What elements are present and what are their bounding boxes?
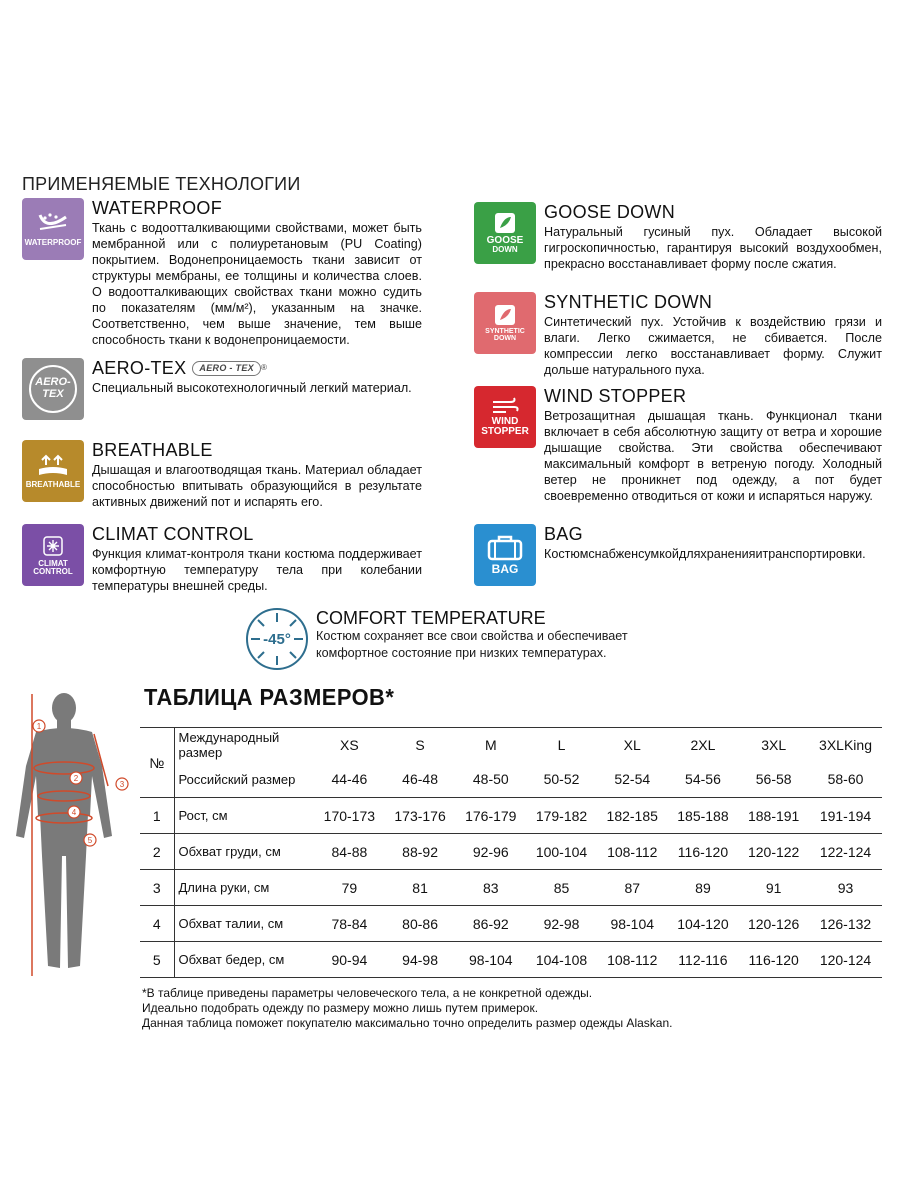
feather-icon (494, 212, 516, 234)
size-cell: 94-98 (385, 942, 456, 978)
size-cell: 179-182 (526, 798, 597, 834)
size-cell: 79 (314, 870, 385, 906)
row-label: Обхват бедер, см (174, 942, 314, 978)
figure-marker: 4 (71, 808, 77, 817)
tech-aerotex (22, 358, 422, 420)
size-cell: 52-54 (597, 762, 668, 798)
size-cell: 91 (738, 870, 809, 906)
size-cell: 112-116 (668, 942, 739, 978)
badge-line2: TEX (42, 388, 64, 400)
size-cell: 81 (385, 870, 456, 906)
tech-desc: Функция климат-контроля ткани костюма поддерживает комфортную температуру тела при колебании температуры внешней среды. (92, 547, 422, 593)
size-cell: 116-120 (738, 942, 809, 978)
tech-name: WATERPROOF (92, 198, 222, 218)
size-cell: 120-126 (738, 906, 809, 942)
aerotex-logo: AERO - TEX (192, 361, 261, 376)
figure-marker: 5 (87, 836, 93, 845)
size-cell: 86-92 (455, 906, 526, 942)
tech-goose-down (474, 202, 882, 272)
tech-name: CLIMAT CONTROL (92, 524, 254, 544)
footnote-line: Данная таблица поможет покупателю максимально точно определить размер одежды Alaskan. (142, 1016, 673, 1030)
row-number: 3 (140, 870, 174, 906)
badge-label: BREATHABLE (25, 479, 81, 489)
tech-name: WIND STOPPER (544, 386, 687, 406)
row-number: 4 (140, 906, 174, 942)
figure-marker: 2 (73, 774, 79, 783)
size-cell: 104-108 (526, 942, 597, 978)
tech-comfort-temperature (246, 608, 696, 670)
table-row (140, 834, 882, 870)
size-cell: 93 (809, 870, 882, 906)
size-cell: 108-112 (597, 834, 668, 870)
tech-desc: Ветрозащитная дышащая ткань. Функционал ткани включает в себя абсолютную защиту от ветра и хорошие дышащие свойства. Эти свойства обеспечивают максимальный комфорт в ветреную погоду. Холодный ветер не проникнет под одежду, а пот будет своевременно отводиться от кожи и испаряться наружу. (544, 409, 882, 503)
badge-line1: SYNTHETIC (485, 327, 525, 335)
badge-line2: CONTROL (33, 567, 73, 576)
footnote-line: Идеально подобрать одежду по размеру можно лишь путем примерок. (142, 1001, 539, 1015)
footnote-line: *В таблице приведены параметры человеческого тела, а не конкретной одежды. (142, 986, 593, 1000)
row-label: Обхват талии, см (174, 906, 314, 942)
size-cell: 87 (597, 870, 668, 906)
temperature-value: -45° (263, 630, 291, 648)
size-cell: 56-58 (738, 762, 809, 798)
size-table-title: ТАБЛИЦА РАЗМЕРОВ* (144, 684, 395, 710)
row-number: 1 (140, 798, 174, 834)
waterproof-icon (36, 211, 70, 237)
row-label: Обхват груди, см (174, 834, 314, 870)
table-row (140, 870, 882, 906)
bag-badge-icon (474, 524, 536, 586)
size-cell: 83 (455, 870, 526, 906)
tech-name: BAG (544, 524, 583, 544)
climat-badge-icon (22, 524, 84, 586)
size-cell: 46-48 (385, 762, 456, 798)
size-cell: 48-50 (455, 762, 526, 798)
size-cell: 126-132 (809, 906, 882, 942)
synthetic-badge-icon (474, 292, 536, 354)
size-cell: 90-94 (314, 942, 385, 978)
size-cell: 98-104 (597, 906, 668, 942)
badge-label: BAG (491, 561, 519, 576)
waterproof-badge-icon (22, 198, 84, 260)
tech-desc: Натуральный гусиный пух. Обладает высокой гигроскопичностью, гарантируя высокий воздухообмен, прекрасно восстанавливает форму после сжатия. (544, 225, 882, 271)
tech-desc: Синтетический пух. Устойчив к воздействию грязи и влаги. Легко сжимается, не сбивается. После компрессии легко восстанавливает форму. Служит дольше натурального пуха. (544, 315, 882, 377)
size-cell: 120-122 (738, 834, 809, 870)
snowflake-sun-icon (41, 534, 65, 558)
tech-desc: Костюмснабженсумкойдляхраненияитранспортировки. (544, 547, 866, 561)
feather-icon (494, 304, 516, 326)
tech-bag (474, 524, 882, 586)
badge-line2: DOWN (492, 245, 518, 255)
size-cell: 78-84 (314, 906, 385, 942)
size-cell: 182-185 (597, 798, 668, 834)
registered-mark: ® (260, 363, 268, 372)
badge-line1: AERO- (35, 376, 71, 389)
goose-badge-icon (474, 202, 536, 264)
breathable-badge-icon (22, 440, 84, 502)
size-cell: L (526, 728, 597, 762)
size-cell: 108-112 (597, 942, 668, 978)
badge-line1: CLIMAT (38, 558, 68, 568)
human-silhouette-icon (4, 686, 144, 986)
body-measurement-figure (4, 686, 144, 986)
row-label: Российский размер (174, 762, 314, 798)
size-cell: 3XL (738, 728, 809, 762)
section-title: ПРИМЕНЯЕМЫЕ ТЕХНОЛОГИИ (22, 174, 301, 194)
bag-icon (485, 535, 525, 561)
figure-marker: 1 (36, 722, 42, 731)
tech-desc: Костюм сохраняет все свои свойства и обеспечивает комфортное состояние при низких температурах. (316, 629, 628, 660)
row-label: Рост, см (174, 798, 314, 834)
tech-waterproof (22, 198, 422, 348)
size-cell: 89 (668, 870, 739, 906)
tech-name: SYNTHETIC DOWN (544, 292, 713, 312)
tech-desc: Ткань с водоотталкивающими свойствами, может быть мембранной или с полиуретановым (PU Coating) покрытием. Водонепроницаемость ткани зависит от структуры мембраны, ее толщины и количества слоев. О водоотталкивающих свойствах ткани можно судить по показателям (мм/м²), указанным на значке. Соответственно, чем выше значение, тем выше способность ткани к водонепроницаемости. (92, 221, 422, 347)
badge-line2: STOPPER (481, 426, 529, 437)
badge-label: WATERPROOF (24, 237, 82, 247)
snowflake-icon (246, 608, 308, 670)
tech-breathable (22, 440, 422, 510)
size-cell: M (455, 728, 526, 762)
size-cell: 92-96 (455, 834, 526, 870)
size-cell: XS (314, 728, 385, 762)
tech-synthetic-down (474, 292, 882, 378)
table-row (140, 906, 882, 942)
row-number: 2 (140, 834, 174, 870)
size-cell: 120-124 (809, 942, 882, 978)
size-cell: 80-86 (385, 906, 456, 942)
size-cell: 50-52 (526, 762, 597, 798)
size-cell: 176-179 (455, 798, 526, 834)
aerotex-badge-icon (22, 358, 84, 420)
tech-desc: Специальный высокотехнологичный легкий материал. (92, 381, 412, 395)
size-cell: 98-104 (455, 942, 526, 978)
tech-name: BREATHABLE (92, 440, 213, 460)
tech-climat-control (22, 524, 422, 594)
wind-badge-icon (474, 386, 536, 448)
tech-wind-stopper (474, 386, 882, 504)
num-header: № (140, 728, 174, 798)
tech-desc: Дышащая и влагоотводящая ткань. Материал обладает способностью впитывать образующийся в результате активных движений пот и испарять его. (92, 463, 422, 509)
size-cell: S (385, 728, 456, 762)
table-row (140, 942, 882, 978)
size-cell: 188-191 (738, 798, 809, 834)
badge-line1: WIND (491, 415, 519, 427)
size-cell: XL (597, 728, 668, 762)
row-label: Длина руки, см (174, 870, 314, 906)
breathable-icon (36, 453, 70, 479)
footnote (142, 986, 672, 1031)
size-cell: 54-56 (668, 762, 739, 798)
size-cell: 185-188 (668, 798, 739, 834)
size-cell: 85 (526, 870, 597, 906)
row-label: Международный размер (174, 728, 314, 762)
size-cell: 104-120 (668, 906, 739, 942)
size-cell: 88-92 (385, 834, 456, 870)
table-row-ru (140, 762, 882, 798)
wind-icon (490, 397, 520, 415)
size-table (140, 727, 882, 978)
size-cell: 58-60 (809, 762, 882, 798)
badge-line2: DOWN (493, 335, 517, 342)
tech-name: AERO-TEX (92, 358, 187, 378)
table-row (140, 798, 882, 834)
tech-name: GOOSE DOWN (544, 202, 676, 222)
size-cell: 92-98 (526, 906, 597, 942)
size-cell: 170-173 (314, 798, 385, 834)
size-cell: 44-46 (314, 762, 385, 798)
size-cell: 116-120 (668, 834, 739, 870)
badge-line1: GOOSE (486, 234, 524, 246)
figure-marker: 3 (119, 780, 125, 789)
row-number: 5 (140, 942, 174, 978)
size-cell: 2XL (668, 728, 739, 762)
snowflake-ring-icon (248, 610, 306, 668)
table-row-intl (140, 728, 882, 762)
tech-name: COMFORT TEMPERATURE (316, 608, 546, 628)
size-cell: 100-104 (526, 834, 597, 870)
size-cell: 3XLKing (809, 728, 882, 762)
size-cell: 84-88 (314, 834, 385, 870)
size-cell: 122-124 (809, 834, 882, 870)
size-cell: 173-176 (385, 798, 456, 834)
size-cell: 191-194 (809, 798, 882, 834)
